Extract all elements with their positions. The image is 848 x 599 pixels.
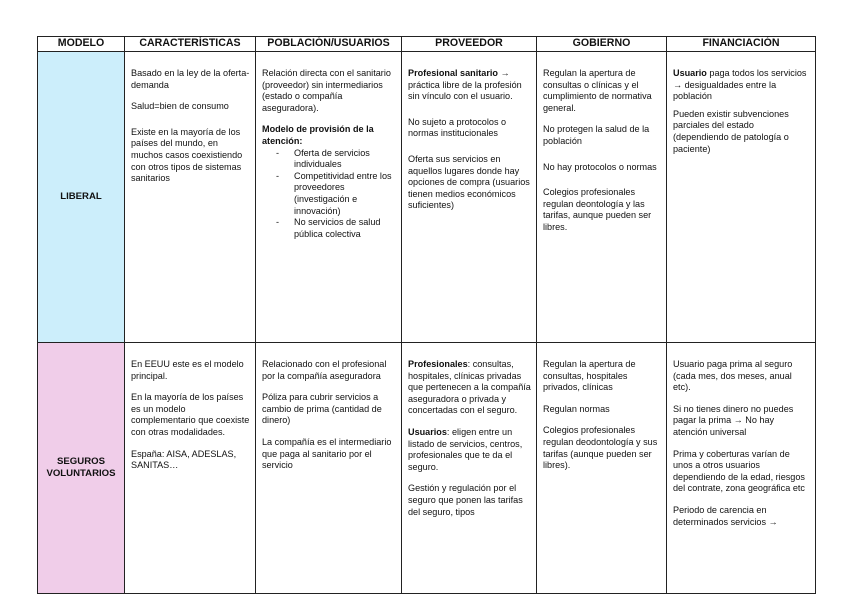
voluntarios-caracteristicas bbox=[125, 343, 256, 594]
header-caracteristicas: CARACTERÍSTICAS bbox=[125, 37, 256, 52]
paragraph: Si no tienes dinero no puedes pagar la prima → No hay atención universal bbox=[673, 403, 794, 437]
paragraph: La compañía es el intermediario que paga al sanitario por el servicio bbox=[262, 436, 392, 471]
paragraph: Regulan la apertura de consultas, hospitales privados, clínicas bbox=[543, 359, 636, 393]
model-cell-voluntarios bbox=[38, 343, 125, 594]
paragraph: Existe en la mayoría de los países del mundo, en muchos casos coexistiendo con otros tipos de sistemas sanitarios bbox=[131, 126, 243, 184]
bold-term: Profesionales bbox=[408, 359, 468, 369]
paragraph bbox=[673, 68, 810, 103]
paragraph: En la mayoría de los países es un modelo complementario que coexiste con otras modalidades. bbox=[131, 392, 250, 437]
clipped-content bbox=[673, 359, 810, 538]
paragraph: No hay protocolos o normas bbox=[543, 161, 657, 172]
provision-heading: Modelo de provisión de la atención: bbox=[262, 124, 374, 146]
paragraph: En EEUU este es el modelo principal. bbox=[131, 359, 244, 381]
text: → práctica libre de la profesión sin vínculo con el usuario. bbox=[408, 68, 522, 102]
paragraph: Usuario paga prima al seguro (cada mes, dos meses, anual etc). bbox=[673, 359, 793, 393]
paragraph: Oferta sus servicios en aquellos lugares donde hay opciones de compra (usuarios tienen medios económicos suficientes) bbox=[408, 153, 530, 211]
model-cell-liberal bbox=[38, 52, 125, 343]
paragraph: Colegios profesionales regulan deontología y las tarifas, aunque pueden ser libres. bbox=[543, 187, 652, 232]
table-row-voluntarios bbox=[38, 343, 816, 594]
provision-list bbox=[262, 148, 396, 241]
paragraph: Relacionado con el profesional por la compañía aseguradora bbox=[262, 359, 387, 381]
header-proveedor: PROVEEDOR bbox=[402, 37, 537, 52]
paragraph: Gestión y regulación por el seguro que ponen las tarifas del seguro, tipos bbox=[408, 483, 523, 517]
header-modelo: MODELO bbox=[38, 37, 125, 52]
paragraph bbox=[408, 68, 531, 103]
bold-term: Usuario bbox=[673, 68, 707, 78]
table-row-liberal bbox=[38, 52, 816, 343]
subheading bbox=[262, 124, 396, 147]
liberal-poblacion bbox=[256, 52, 402, 343]
liberal-financiacion bbox=[667, 52, 816, 343]
paragraph: No sujeto a protocolos o normas institucionales bbox=[408, 116, 507, 139]
model-label-line1: SEGUROS bbox=[57, 456, 105, 467]
paragraph bbox=[408, 427, 531, 473]
voluntarios-gobierno bbox=[537, 343, 667, 594]
list-item: - No servicios de salud pública colectiva bbox=[294, 217, 396, 240]
paragraph: Póliza para cubrir servicios a cambio de prima (cantidad de dinero) bbox=[262, 392, 382, 426]
paragraph: Colegios profesionales regulan deodontología y sus tarifas (aunque pueden ser libres). bbox=[543, 425, 658, 471]
voluntarios-proveedor bbox=[402, 343, 537, 594]
list-item: - Oferta de servicios individuales bbox=[294, 148, 396, 171]
liberal-caracteristicas bbox=[125, 52, 256, 343]
bold-term: Profesional sanitario bbox=[408, 68, 498, 78]
model-label-liberal: LIBERAL bbox=[60, 191, 102, 202]
voluntarios-poblacion bbox=[256, 343, 402, 594]
paragraph: España: AISA, ADESLAS, SANITAS… bbox=[131, 448, 237, 471]
text: : consultas, hospitales, clínicas privadas que pertenecen a la compañía aseguradora o privada y concertadas con el seguro. bbox=[408, 359, 531, 416]
header-poblacion: POBLACIÓN/USUARIOS bbox=[256, 37, 402, 52]
paragraph: Pueden existir subvenciones parciales del estado (dependiendo de patología o paciente) bbox=[673, 108, 789, 154]
text: : eligen entre un listado de servicios, centros, profesionales que te da el seguro. bbox=[408, 426, 523, 472]
health-systems-table bbox=[37, 36, 816, 594]
text: paga todos los servicios → desigualdades entre la población bbox=[673, 68, 807, 102]
paragraph: Salud=bien de consumo bbox=[131, 101, 229, 112]
voluntarios-financiacion bbox=[667, 343, 816, 594]
header-financiacion: FINANCIACIÓN bbox=[667, 37, 816, 52]
liberal-gobierno bbox=[537, 52, 667, 343]
paragraph: Basado en la ley de la oferta-demanda bbox=[131, 68, 250, 90]
paragraph: Regulan normas bbox=[543, 403, 610, 414]
paragraph: Periodo de carencia en determinados servicios → bbox=[673, 504, 778, 527]
paragraph: Relación directa con el sanitario (proveedor) sin intermediarios (estado o compañía aseguradora). bbox=[262, 68, 391, 113]
clipped-content bbox=[408, 359, 531, 528]
liberal-proveedor bbox=[402, 52, 537, 343]
bold-term: Usuarios bbox=[408, 426, 447, 437]
paragraph bbox=[408, 359, 531, 417]
paragraph: No protegen la salud de la población bbox=[543, 124, 650, 146]
list-item: - Competitividad entre los proveedores (investigación e innovación) bbox=[294, 171, 396, 217]
model-label-line2: VOLUNTARIOS bbox=[46, 468, 116, 479]
paragraph: Regulan la apertura de consultas o clínicas y el cumplimiento de normativa general. bbox=[543, 68, 652, 113]
header-gobierno: GOBIERNO bbox=[537, 37, 667, 52]
header-row bbox=[38, 37, 816, 52]
paragraph: Prima y coberturas varían de unos a otros usuarios dependiendo de la edad, riesgos del contrate, zona geográfica etc bbox=[673, 448, 805, 494]
